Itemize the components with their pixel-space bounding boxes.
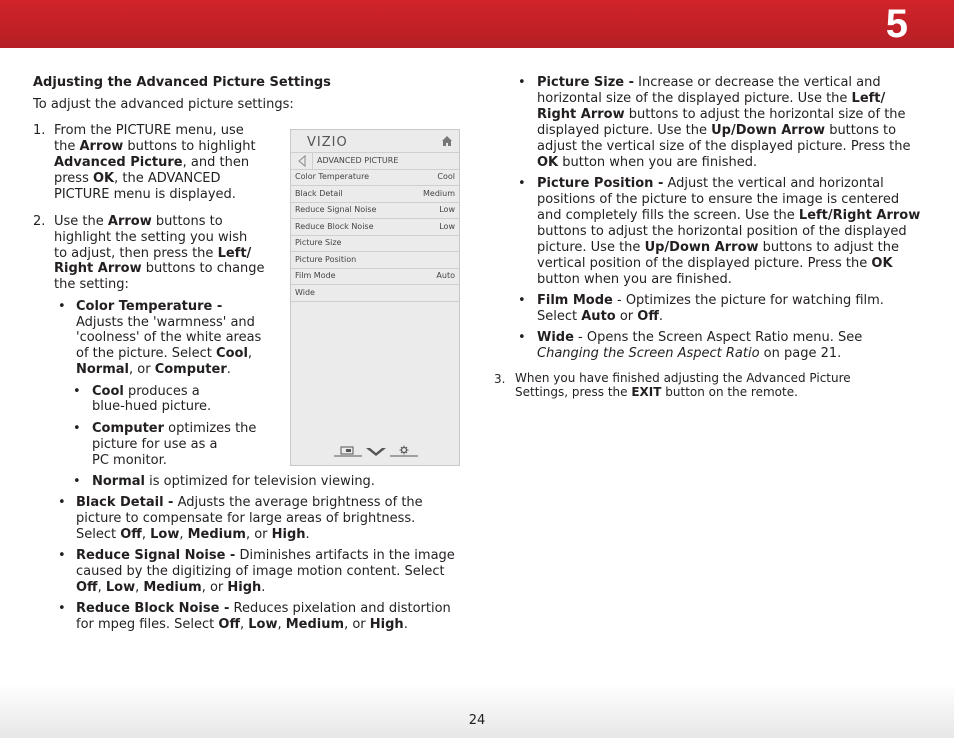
tv-menu-row-label: Reduce Signal Noise [295,205,377,214]
tv-menu-bottom-icons [331,444,421,458]
tv-menu-title-row [291,152,459,170]
tv-menu-screenshot [290,129,460,466]
tv-menu-row-label: Picture Size [295,238,342,247]
block-noise-line: Reduce Block Noise - Reduces pixelation and distortion [76,601,451,616]
step2-line: the setting: [54,277,129,292]
tv-menu-row-value: Cool [437,172,455,181]
vizio-v-icon [366,448,386,456]
step2-line: to adjust, then press the Left/ [54,246,252,261]
bullet-icon: • [518,293,526,308]
tv-menu-row-value: Low [439,205,455,214]
section-title: Adjusting the Advanced Picture Settings [33,75,331,90]
bullet-icon: • [73,474,81,489]
tv-menu-row[interactable] [291,235,459,252]
step1-line: Advanced Picture, and then [54,155,250,170]
computer-line: picture for use as a [92,437,218,452]
tv-menu-row-label: Wide [295,287,315,297]
tv-menu-row[interactable] [291,169,459,186]
picture-size-line: horizontal size of the displayed picture. Use the Left/ [537,91,886,106]
vizio-logo: VIZIO [307,135,348,150]
step2-line: Use the Arrow buttons to [54,214,223,229]
black-detail-line: picture to compensate for large areas of brightness. [76,511,416,526]
tv-menu-row-label: Picture Position [295,254,357,264]
picture-size-line: OK button when you are finished. [537,155,758,170]
wide-icon [334,447,362,456]
tv-menu-row-label: Film Mode [295,271,336,280]
wide-line: Changing the Screen Aspect Ratio on page 21. [537,346,842,361]
divider [312,153,313,169]
settings-icon [390,446,418,457]
picture-size-line: displayed picture. Use the Up/Down Arrow buttons to [537,123,897,138]
color-temp-line: Color Temperature - [76,299,223,314]
tv-menu-row-value: Medium [423,188,455,198]
tv-menu-row-label: Black Detail [295,188,343,198]
bullet-icon: • [518,330,526,345]
step-number: 1. [33,123,46,138]
picture-position-line: positions of the picture to ensure the image is centered [537,192,900,207]
picture-position-line: buttons to adjust the horizontal position of the displayed [537,224,907,239]
tv-menu-row[interactable] [291,268,459,285]
color-temp-line: Normal, or Computer. [76,362,231,377]
wide-line: Wide - Opens the Screen Aspect Ratio menu. See [537,330,863,345]
bullet-icon: • [73,384,81,399]
footer-bar [0,684,954,738]
tv-menu-row[interactable] [291,285,459,302]
step1-line: press OK, the ADVANCED [54,171,221,186]
computer-line: PC monitor. [92,453,167,468]
bullet-icon: • [58,299,66,314]
chapter-number: 5 [885,2,908,46]
block-noise-line: for mpeg files. Select Off, Low, Medium, or High. [76,617,408,632]
film-mode-line: Film Mode - Optimizes the picture for watching film. [537,293,884,308]
bullet-icon: • [518,176,526,191]
picture-position-line: button when you are finished. [537,272,732,287]
step1-line: PICTURE menu is displayed. [54,187,236,202]
picture-size-line: Right Arrow buttons to adjust the horizontal size of the [537,107,906,122]
black-detail-line: Select Off, Low, Medium, or High. [76,527,310,542]
tv-menu-row[interactable] [291,186,459,203]
cross-reference-link[interactable]: Changing the Screen Aspect Ratio [537,346,760,361]
step3-line: Settings, press the EXIT button on the remote. [515,385,798,399]
tv-menu-title: ADVANCED PICTURE [317,156,399,165]
step-number: 3. [494,372,506,386]
step-number: 2. [33,214,46,229]
cool-line: Cool produces a [92,384,200,399]
picture-size-line: Picture Size - Increase or decrease the vertical and [537,75,881,90]
cool-line: blue-hued picture. [92,399,212,414]
picture-position-line: Picture Position - Adjust the vertical and horizontal [537,176,884,191]
home-icon [440,134,454,148]
picture-size-line: adjust the vertical size of the displayed picture. Press the [537,139,911,154]
signal-noise-line: Off, Low, Medium, or High. [76,580,266,595]
film-mode-line: Select Auto or Off. [537,309,664,324]
signal-noise-line: Reduce Signal Noise - Diminishes artifacts in the image [76,548,455,563]
bullet-icon: • [518,75,526,90]
tv-menu-row-value: Auto [436,271,455,280]
tv-menu-row-label: Color Temperature [295,172,370,181]
tv-menu-row[interactable] [291,202,459,219]
step1-line: From the PICTURE menu, use [54,123,244,138]
black-detail-line: Black Detail - Adjusts the average brightness of the [76,495,423,510]
bullet-icon: • [58,548,66,563]
header-bar [0,0,954,48]
tv-menu-row-value: Low [439,221,455,231]
normal-line: Normal is optimized for television viewing. [92,474,375,489]
signal-noise-line: caused by the digitizing of image motion content. Select [76,564,445,579]
color-temp-line: of the picture. Select Cool, [76,346,253,361]
tv-menu-row[interactable] [291,219,459,236]
picture-position-line: and completely fills the screen. Use the Left/Right Arrow [537,208,921,223]
step3-line: When you have finished adjusting the Advanced Picture [515,371,851,385]
step2-line: highlight the setting you wish [54,230,248,245]
bullet-icon: • [58,601,66,616]
tv-menu-row-label: Reduce Block Noise [295,221,374,231]
back-arrow-icon [297,155,307,167]
picture-position-line: vertical position of the displayed picture. Press the OK [537,256,893,271]
intro-text: To adjust the advanced picture settings: [33,97,294,112]
tv-menu-row[interactable] [291,252,459,269]
bullet-icon: • [58,495,66,510]
bullet-icon: • [73,421,81,436]
step1-line: the Arrow buttons to highlight [54,139,256,154]
color-temp-line: Adjusts the 'warmness' and [76,315,255,330]
page-number: 24 [468,713,486,728]
computer-line: Computer optimizes the [92,421,257,436]
picture-position-line: picture. Use the Up/Down Arrow buttons to adjust the [537,240,900,255]
step2-line: Right Arrow buttons to change [54,261,265,276]
color-temp-line: 'coolness' of the white areas [76,330,262,345]
